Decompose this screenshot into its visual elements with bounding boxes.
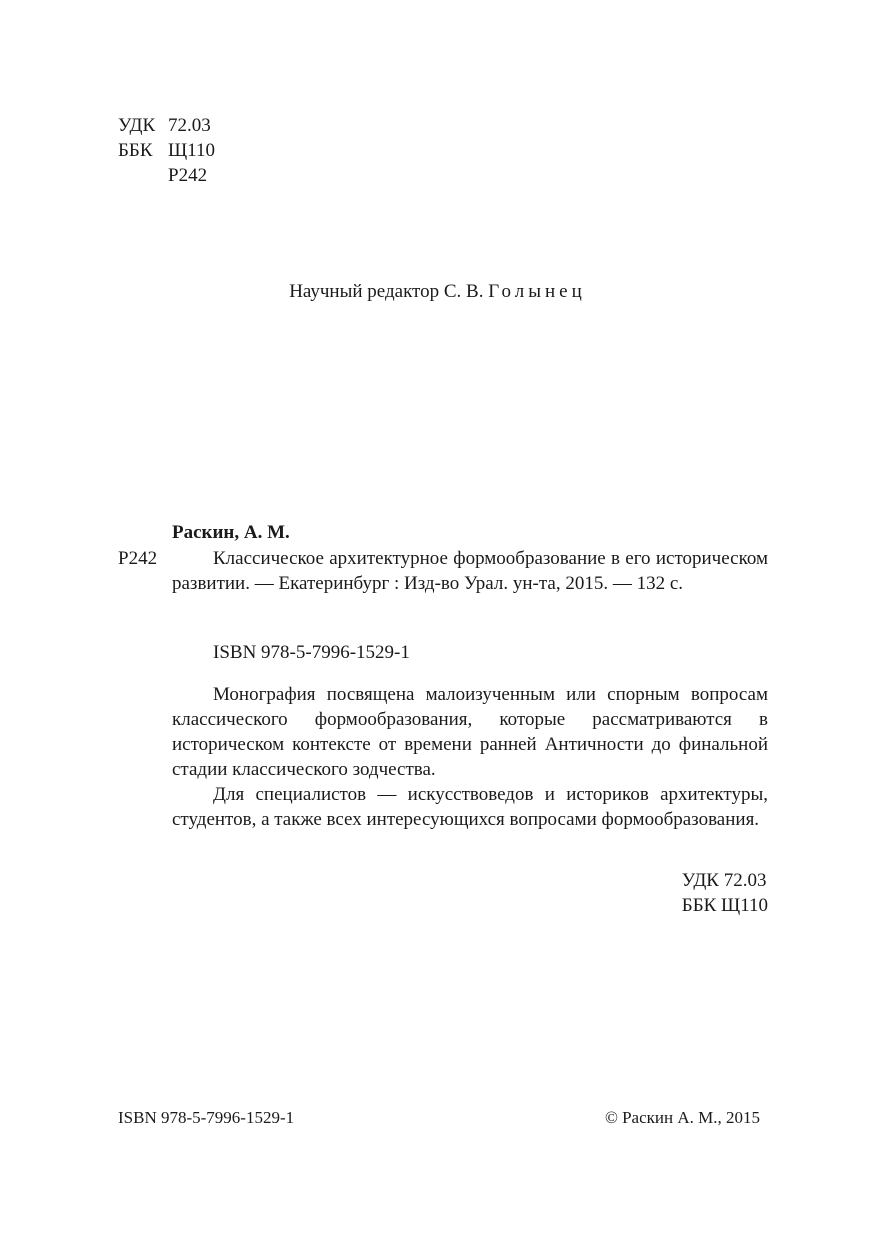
bbk-value: Щ110 bbox=[168, 140, 215, 161]
entry-isbn: ISBN 978-5-7996-1529-1 bbox=[213, 642, 410, 663]
annotation-paragraph-1: Монография посвящена малоизученным или спорным вопросам классического формообразования, которые рассматриваются в историческом контексте от времени ранней Античности до финальной стадии классического зодчества. bbox=[172, 684, 768, 780]
bottom-bbk: ББК Щ110 bbox=[681, 895, 768, 916]
author-mark: Р242 bbox=[168, 165, 208, 186]
bbk-label: ББК bbox=[118, 140, 153, 161]
annotation bbox=[172, 682, 768, 832]
udk-label: УДК bbox=[118, 115, 156, 136]
udk-value: 72.03 bbox=[168, 115, 211, 136]
footer-copyright: © Раскин А. М., 2015 bbox=[604, 1108, 760, 1127]
bottom-codes bbox=[682, 868, 768, 918]
editor-surname: Голынец bbox=[488, 281, 586, 302]
scientific-editor bbox=[0, 279, 875, 304]
bottom-udk: УДК 72.03 bbox=[681, 870, 767, 891]
bbk-line bbox=[118, 138, 215, 163]
entry-title: Классическое архитектурное формообразование в его историческом развитии. — Екатеринбург : Изд-во Урал. ун-та, 2015. — 132 с. bbox=[172, 548, 768, 594]
entry-author: Раскин, А. М. bbox=[172, 522, 290, 543]
udk-line bbox=[118, 113, 211, 138]
annotation-paragraph-2: Для специалистов — искусствоведов и историков архитектуры, студентов, а также всех интересующихся вопросами формообразования. bbox=[172, 784, 768, 830]
entry-code: Р242 bbox=[118, 548, 158, 569]
footer-isbn: ISBN 978-5-7996-1529-1 bbox=[118, 1108, 295, 1127]
editor-prefix: Научный редактор С. В. bbox=[289, 281, 484, 302]
